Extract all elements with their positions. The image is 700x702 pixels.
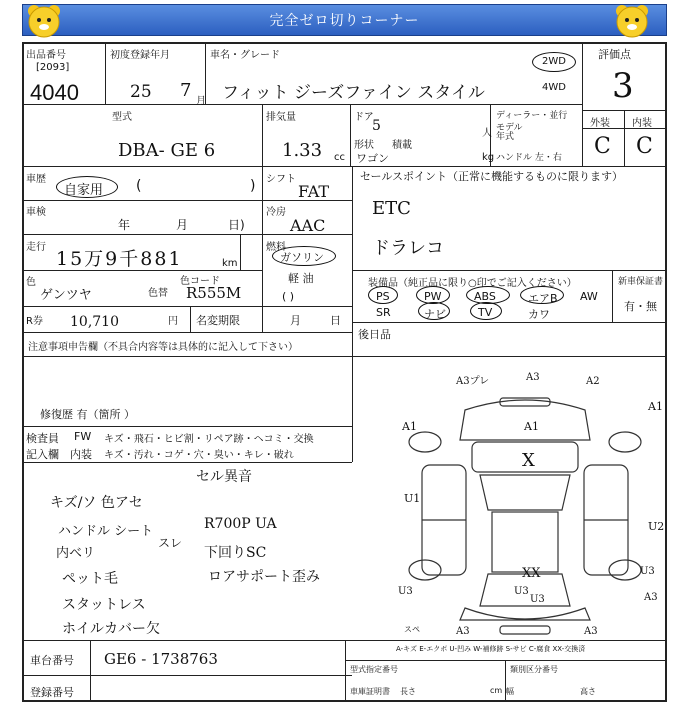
load-unit: kg: [482, 152, 495, 163]
shift-value: FAT: [298, 182, 330, 201]
remark: スレ: [158, 536, 183, 550]
damage-mark: X: [522, 450, 535, 471]
fuel-paren: ( ): [282, 290, 295, 303]
repair-label: 修復歴 有（箇所 ）: [40, 408, 135, 421]
warranty-label: 新車保証書: [618, 277, 664, 287]
mileage-unit: km: [222, 258, 238, 269]
recycle-value: 10,710: [70, 314, 119, 330]
tax-label: 名変期限: [196, 314, 240, 327]
remark: キズ/ソ 色アセ: [50, 495, 143, 511]
damage-mark: A3: [644, 592, 658, 603]
damage-mark: A3: [456, 626, 470, 637]
equip-label: 装備品（純正品に限り○印でご記入ください）: [368, 278, 577, 289]
kensa-label: 検査員: [26, 432, 59, 445]
inspect-label: 車検: [26, 207, 46, 218]
damage-mark: U3: [398, 586, 413, 597]
model-label: 型式: [112, 112, 132, 123]
equip-circle: [368, 286, 398, 304]
car-label: 車名・グレード: [210, 50, 280, 61]
color-code-label: 色コード: [180, 276, 220, 287]
damage-mark: A3: [584, 626, 598, 637]
damage-mark: U3: [640, 566, 655, 577]
inspect-y: 年: [118, 218, 131, 232]
reg-label: 初度登録年月: [110, 50, 170, 61]
shape-value: ワゴン: [356, 152, 389, 165]
equip-navi: ナビ: [424, 308, 446, 321]
equip-airbag: エアB: [528, 292, 558, 305]
cert-label: 車庫証明書: [350, 687, 390, 696]
grade-int: C: [636, 134, 653, 159]
grade-label: 評価点: [598, 48, 631, 61]
doors-label: ドア: [354, 112, 374, 123]
car-roof: [492, 512, 558, 572]
remark: 下回りSC: [204, 545, 267, 561]
kinyu-label: 記入欄: [26, 448, 59, 461]
wheel-rear-right: [609, 560, 641, 580]
inspect-d: 日): [228, 218, 245, 232]
tax-m: 月: [290, 314, 301, 327]
disp-unit: cc: [334, 152, 345, 163]
grade-int-label: 内装: [632, 118, 652, 129]
banner-title: 完全ゼロ切りコーナー: [269, 13, 420, 29]
recycle-label: R券: [26, 316, 43, 327]
type-spec-label: 型式指定番号: [350, 665, 398, 674]
use-paren-close: ): [250, 178, 256, 194]
cm-unit: cm: [490, 686, 503, 695]
drive-2wd: 2WD: [542, 56, 566, 67]
damage-mark: A1: [648, 400, 663, 413]
bear-mascot-icon: [24, 2, 64, 40]
wheel-rear-left: [409, 560, 441, 580]
model-year-label: モデル 年式: [496, 123, 523, 142]
equip-circle: [470, 302, 502, 320]
equip-circle: [418, 302, 450, 320]
chassis-label: 車台番号: [30, 654, 74, 667]
grade-score: 3: [612, 66, 634, 106]
car-windshield: [480, 475, 570, 510]
damage-mark: U3: [514, 586, 529, 597]
register-label: 登録番号: [30, 686, 74, 699]
recycle-unit: 円: [168, 316, 178, 327]
equip-abs: ABS: [474, 290, 496, 303]
warranty-value: 有・無: [624, 300, 657, 313]
notes-label: 注意事項申告欄（不具合内容等は具体的に記入して下さい）: [28, 342, 298, 353]
sales-line-1: ETC: [372, 198, 411, 219]
reg-year: 25: [130, 82, 152, 102]
damage-mark: A1: [402, 420, 417, 433]
persons-unit: 人: [482, 128, 492, 139]
damage-mark: U2: [648, 520, 665, 533]
doors-value: 5: [372, 118, 381, 134]
wheel-front-right: [609, 432, 641, 452]
dealer-label: ディーラー・並行: [496, 111, 568, 121]
fw-label: FW: [74, 430, 92, 443]
mileage-label: 走行: [26, 242, 46, 253]
damage-mark: A3: [526, 372, 540, 383]
remark: R700P UA: [204, 516, 277, 532]
car-name: フィット ジーズファイン スタイル: [222, 83, 485, 103]
damage-mark: A3プレ: [456, 376, 490, 387]
w-label: 幅: [506, 687, 514, 696]
car-rear-panel: [460, 608, 590, 620]
equip-aw: AW: [580, 290, 598, 303]
fuel-label: 燃料: [266, 242, 286, 253]
lot-label: 出品番号: [26, 50, 66, 61]
equip-leather: カワ: [528, 308, 550, 321]
color-value: ゲンツヤ: [40, 288, 92, 303]
disp-label: 排気量: [266, 112, 296, 123]
damage-mark: U3: [530, 594, 545, 605]
class-label: 類別区分番号: [510, 665, 558, 674]
naisou-label: 内装: [70, 448, 92, 461]
remark: ハンドル シート: [58, 524, 154, 539]
mileage-value: 15万9千881: [56, 248, 183, 270]
wheel-front-left: [409, 432, 441, 452]
banner: [22, 4, 667, 36]
check-row-1: キズ・飛石・ヒビ割・リペア跡・ヘコミ・交換: [104, 434, 314, 445]
color-code: R555M: [186, 284, 242, 302]
ac-value: AAC: [290, 216, 326, 235]
legend: A-キズ E-エクボ U-凹み W-補修跡 S-サビ C-腐食 XX-交換済: [396, 645, 586, 653]
disp-value: 1.33: [282, 140, 323, 161]
grade-ext-label: 外装: [590, 118, 610, 129]
use-paren-open: (: [136, 178, 142, 194]
shift-label: シフト: [266, 174, 296, 185]
reg-month: 7: [180, 80, 192, 101]
sales-line-2: ドラレコ: [372, 238, 444, 259]
damage-mark: スペ: [404, 625, 420, 634]
bear-mascot-icon: [612, 2, 652, 40]
remark: 内ベリ: [56, 546, 96, 561]
inspect-m: 月: [176, 218, 189, 232]
chassis-value: GE6 - 1738763: [104, 650, 218, 668]
damage-mark: A1: [524, 420, 539, 433]
sales-label: セールスポイント（正常に機能するものに限ります）: [360, 170, 624, 183]
remark: スタットレス: [62, 597, 146, 613]
remark: ペット毛: [62, 571, 118, 587]
damage-mark: XX: [522, 566, 541, 581]
remark: セル異音: [196, 469, 252, 485]
damage-mark: U1: [404, 492, 421, 505]
color-label: 色: [26, 277, 36, 288]
seat-label: 後日品: [358, 328, 391, 341]
check-row-2: キズ・汚れ・コゲ・穴・臭い・キレ・破れ: [104, 450, 294, 461]
fuel-diesel: 軽 油: [288, 272, 314, 285]
remark: ホイルカバー欠: [62, 621, 160, 637]
tax-d: 日: [330, 314, 341, 327]
equip-ps: PS: [376, 290, 390, 303]
equip-tv: TV: [478, 306, 493, 319]
handle-label: ハンドル 左・右: [496, 153, 562, 163]
drive-4wd: 4WD: [542, 82, 566, 93]
equip-circle: [520, 286, 564, 304]
reg-month-unit: 月: [196, 96, 206, 107]
h-label: 高さ: [580, 687, 596, 696]
equip-sr: SR: [376, 306, 391, 319]
use-value: 自家用: [64, 183, 104, 198]
lot-sub: [2093]: [36, 62, 70, 73]
fuel-gas: ガソリン: [280, 251, 324, 264]
color-plain-label: 色替: [148, 288, 168, 299]
model-value: DBA- GE 6: [118, 140, 216, 161]
grade-ext: C: [594, 134, 611, 159]
car-diagram: [380, 380, 670, 640]
len-label: 長さ: [400, 687, 416, 696]
remark: ロアサポート歪み: [208, 569, 320, 585]
load-label: 積載: [392, 140, 412, 151]
equip-pw: PW: [424, 290, 442, 303]
damage-mark: A2: [586, 376, 600, 387]
ac-label: 冷房: [266, 207, 286, 218]
shape-label: 形状: [354, 140, 374, 151]
lot-number: 4040: [30, 80, 79, 105]
use-label: 車歴: [26, 174, 46, 185]
